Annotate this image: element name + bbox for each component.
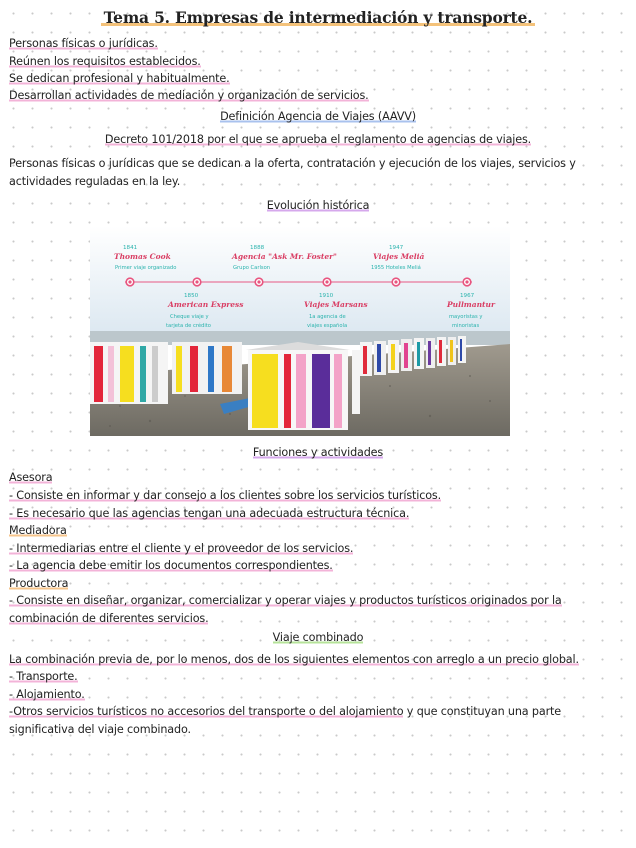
event-desc: 1955 Hoteles Meliá <box>371 265 421 271</box>
mediadora-label: Mediadora <box>9 524 67 537</box>
intro-line-4: Desarrollan actividades de mediación y organización de servicios. <box>9 89 369 102</box>
event-year: 1947 <box>389 245 404 251</box>
event-year: 1841 <box>123 245 138 251</box>
event-desc: Grupo Carlson <box>233 265 271 271</box>
combined-heading: Viaje combinado <box>272 631 364 644</box>
event-desc: viajes española <box>307 323 348 329</box>
asesora-item-2: - Es necesario que las agencias tengan una adecuada estructura técnica. <box>9 507 410 520</box>
history-timeline-image <box>90 226 510 436</box>
event-desc: Primer viaje organizado <box>115 265 177 271</box>
productora-text: - Consiste en diseñar, organizar, comercializar y operar viajes y productos turísticos originados por la combinación de diferentes servicios. <box>9 594 562 625</box>
productora-label: Productora <box>9 577 69 590</box>
event-desc: Cheque viaje y <box>170 314 209 320</box>
event-year: 1967 <box>460 293 475 299</box>
timeline-graphic <box>90 226 510 436</box>
event-year: 1888 <box>250 245 265 251</box>
intro-line-2: Reúnen los requisitos establecidos. <box>9 55 201 68</box>
combined-item-2: - Alojamiento. <box>9 688 85 701</box>
page-title: Tema 5. Empresas de intermediación y transporte. <box>0 8 636 27</box>
functions-heading: Funciones y actividades <box>252 446 384 459</box>
event-name: Viajes Meliá <box>373 252 425 261</box>
event-year: 1850 <box>184 293 199 299</box>
decree-line: Decreto 101/2018 por el que se aprueba el reglamento de agencias de viajes. <box>104 133 532 146</box>
mediadora-item-1: - Intermediarias entre el cliente y el proveedor de los servicios. <box>9 542 354 555</box>
event-name: Agencia "Ask Mr. Foster" <box>232 252 337 261</box>
event-name: Pullmantur <box>447 300 495 309</box>
asesora-item-1: - Consiste en informar y dar consejo a los clientes sobre los servicios turísticos. <box>9 489 441 502</box>
asesora-label: Asesora <box>9 471 53 484</box>
evolution-heading: Evolución histórica <box>266 199 370 212</box>
intro-line-3: Se dedican profesional y habitualmente. <box>9 72 230 85</box>
event-desc: minoristas <box>452 323 480 329</box>
event-name: American Express <box>168 300 244 309</box>
event-year: 1910 <box>319 293 334 299</box>
definition-heading: Definición Agencia de Viajes (AAVV) <box>220 110 416 123</box>
mediadora-item-2: - La agencia debe emitir los documentos correspondientes. <box>9 559 333 572</box>
event-desc: 1a agencia de <box>309 314 346 320</box>
event-name: Thomas Cook <box>114 252 171 261</box>
event-desc: mayoristas y <box>449 314 483 320</box>
combined-intro: La combinación previa de, por lo menos, dos de los siguientes elementos con arreglo a un precio global. <box>9 653 579 666</box>
intro-line-1: Personas físicas o jurídicas. <box>9 37 158 50</box>
event-desc: tarjeta de crédito <box>166 323 211 329</box>
definition-text: Personas físicas o jurídicas que se dedican a la oferta, contratación y ejecución de los viajes, servicios y actividades reguladas en la ley. <box>9 157 576 188</box>
combined-other: -Otros servicios turísticos no accesorios del transporte o del alojamiento y que constituyan una parte significativa del viaje combinado. <box>9 705 561 736</box>
event-name: Viajes Marsans <box>304 300 368 309</box>
combined-item-1: - Transporte. <box>9 670 78 683</box>
